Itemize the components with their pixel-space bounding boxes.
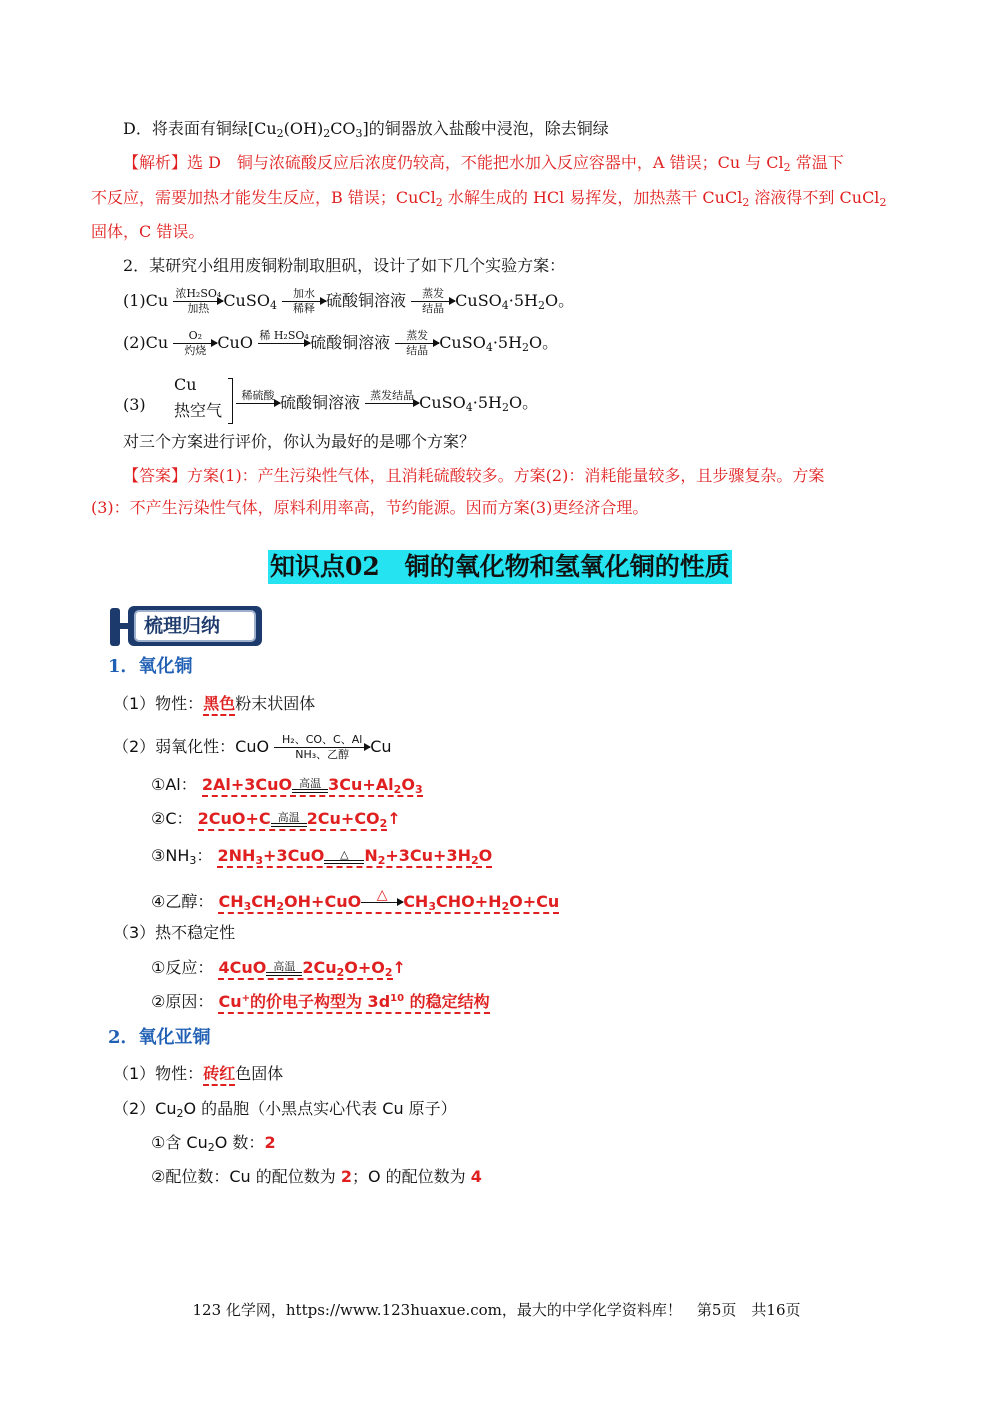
question-2-stem: 2．某研究小组用废铜粉制取胆矾，设计了如下几个实验方案： xyxy=(123,256,566,275)
scheme-3-label: (3) xyxy=(123,395,146,414)
cu2o-count: ①含 $Cu_2O$ 数：2 xyxy=(151,1133,276,1154)
analysis-line-1: 【解析】选 D 铜与浓硫酸反应后浓度仍较高，不能把水加入反应容器中，A 错误；Cu 与 $Cl_2$ 常温下 xyxy=(123,153,844,174)
reaction-al-equation: 2Al+3CuO 高温 $3Cu+Al_2O_3$ xyxy=(201,775,423,796)
analysis-line-2: 不反应，需要加热才能发生反应，B 错误；CuCl$_2$ 水解生成的 HCl 易挥发，加热蒸干 CuCl$_2$ 溶液得不到 CuCl$_2$ xyxy=(91,188,887,209)
reaction-c: ②C： 2CuO+C 高温 $2Cu+CO_2↑$ xyxy=(151,809,401,830)
section-heading: 知识点02 铜的氧化物和氢氧化铜的性质 xyxy=(268,550,732,584)
cuo-weak-oxidation: （2）弱氧化性：CuO H₂、CO、C、Al NH₃、乙醇 Cu xyxy=(113,733,392,761)
cuo-physical: （1）物性：黑色粉末状固体 xyxy=(113,693,315,715)
reaction-arrow: 蒸发结晶 xyxy=(365,390,419,417)
cu2o-cell: $(2)Cu_2O$ 的晶胞（小黑点实心代表 Cu 原子） xyxy=(113,1099,457,1120)
reaction-ethanol-equation: $CH_3CH_2OH+CuO$ △ $CH_3CHO+H_2O+Cu$ xyxy=(218,887,560,913)
badge-label: 梳理归纳 xyxy=(144,615,221,637)
cu2o-physical: （1）物性：砖红色固体 xyxy=(113,1063,283,1085)
thermal-equation: 4CuO 高温 $2Cu_2O+O_2$ xyxy=(218,958,393,979)
answer-line-2: (3)：不产生污染性气体，原料利用率高，节约能源。因而方案(3)更经济合理。 xyxy=(91,498,649,517)
reaction-al: ①Al： 2Al+3CuO 高温 $3Cu+Al_2O_3$ xyxy=(151,775,423,796)
reaction-ethanol: ④乙醇： $CH_3CH_2OH+CuO$ △ $CH_3CHO+H_2O+Cu$ xyxy=(151,887,560,913)
reaction-nh3: $③NH_3$： $2NH_3+3CuO$ △ $N_2+3Cu+3H_2O$ xyxy=(151,846,493,867)
thermal-reaction: ①反应： 4CuO 高温 $2Cu_2O+O_2↑$ xyxy=(151,958,406,979)
reaction-arrow: O₂ 灼烧 xyxy=(173,330,217,357)
reaction-arrow: 稀 H₂SO₄ xyxy=(259,329,309,342)
page-footer: 123 化学网，https://www.123huaxue.com，最大的中学化学资料库！ 第5页 共16页 xyxy=(192,1301,801,1319)
scheme-3-reactant-cu: Cu xyxy=(174,375,197,394)
reaction-arrow: H₂、CO、C、Al NH₃、乙醇 xyxy=(274,734,370,761)
question-2-ask: 对三个方案进行评价，你认为最好的是哪个方案？ xyxy=(123,432,476,451)
cuo-thermal-title: （3）热不稳定性 xyxy=(113,923,236,942)
scheme-2: (2)Cu O₂ 灼烧 CuO 稀 H₂SO₄ 硫酸铜溶液 蒸发 结晶 $CuSO_4\cdot 5H_2O$。 xyxy=(123,329,559,357)
cu2o-title: 2．氧化亚铜 xyxy=(108,1027,211,1048)
reaction-arrow: 蒸发 结晶 xyxy=(411,288,455,315)
scheme-3: 稀硫酸 硫酸铜溶液 蒸发结晶 $CuSO_4\cdot 5H_2O$。 xyxy=(236,390,538,417)
reaction-nh3-equation: $2NH_3+3CuO$ △ $N_2+3Cu+3H_2O$ xyxy=(217,846,493,867)
analysis-line-3: 固体，C 错误。 xyxy=(91,222,205,241)
scheme-1: (1)Cu 浓H₂SO₄ 加热 CuSO$_4$ 加水 稀释 硫酸铜溶液 蒸发 结晶 $CuSO_4\cdot 5H_2O$。 xyxy=(123,287,575,315)
thermal-reason-text: Cu+的价电子构型为 $3d^{10}$ 的稳定结构 xyxy=(218,992,489,1014)
reactant-bracket xyxy=(228,378,233,424)
summary-badge xyxy=(108,604,264,648)
answer-line-1: 【答案】方案(1)：产生污染性气体，且消耗硫酸较多。方案(2)：消耗能量较多，且步骤复杂。方案 xyxy=(123,466,825,485)
thermal-reason: ②原因： Cu+的价电子构型为 $3d^{10}$ 的稳定结构 xyxy=(151,991,490,1013)
gas-arrow-icon: ↑ xyxy=(392,958,406,977)
reaction-arrow: 蒸发 结晶 xyxy=(395,330,439,357)
reaction-arrow: 稀硫酸 xyxy=(236,390,280,417)
cu2o-coordination: ②配位数：Cu 的配位数为 2；O 的配位数为 4 xyxy=(151,1167,482,1186)
cuo-title: 1．氧化铜 xyxy=(108,656,193,677)
scheme-3-reactant-air: 热空气 xyxy=(174,401,223,420)
reaction-arrow: 浓H₂SO₄ 加热 xyxy=(173,288,223,315)
reaction-arrow: 加水 稀释 xyxy=(282,288,326,315)
option-d: D．将表面有铜绿$[Cu_2(OH)_2CO_3]$的铜器放入盐酸中浸泡，除去铜绿 xyxy=(123,119,609,140)
reaction-c-equation: 2CuO+C 高温 $2Cu+CO_2$ xyxy=(197,809,388,830)
gas-arrow-icon: ↑ xyxy=(387,809,401,828)
